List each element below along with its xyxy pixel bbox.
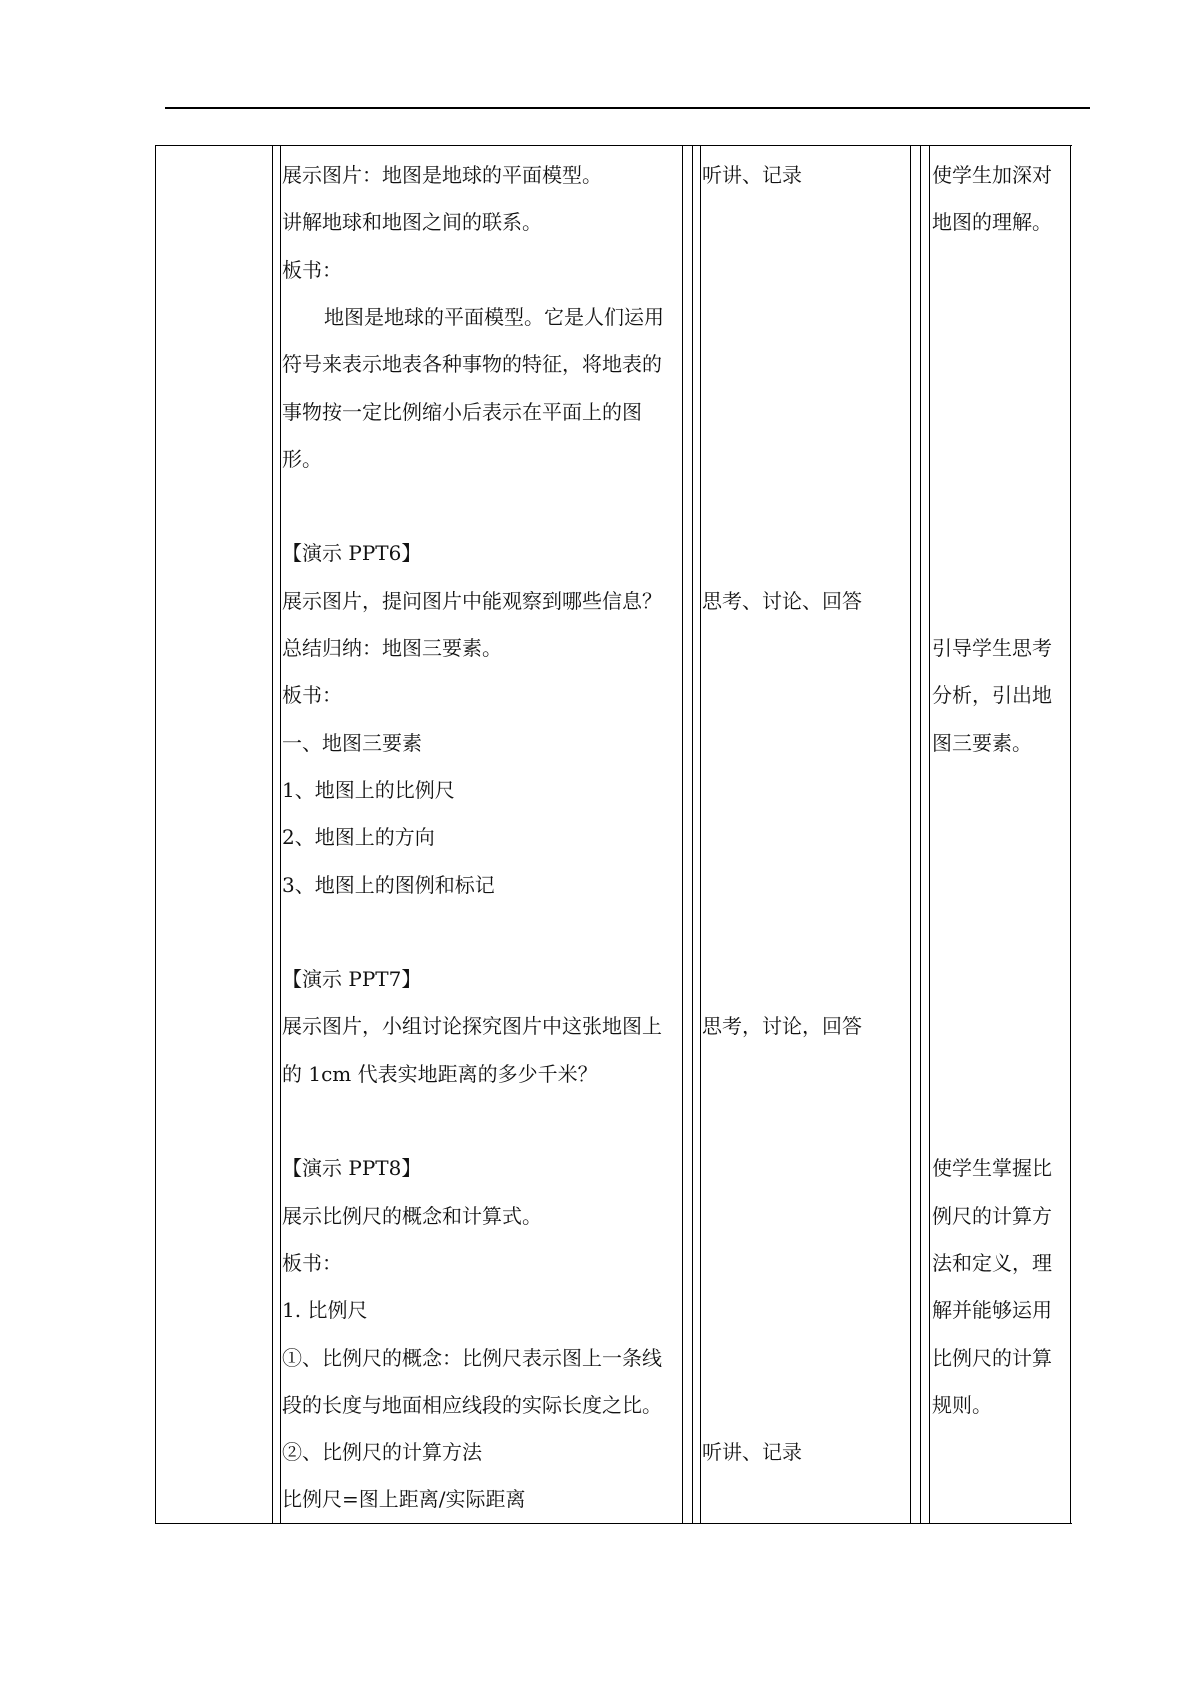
teaching-content-line: 事物按一定比例缩小后表示在平面上的图 <box>282 399 642 424</box>
column-divider <box>692 145 693 1523</box>
teaching-content-line: 板书： <box>282 683 342 708</box>
column-divider <box>682 145 683 1523</box>
design-intent-line: 比例尺的计算 <box>932 1345 1052 1370</box>
column-divider <box>280 145 281 1523</box>
teaching-content-line: 的 1cm 代表实地距离的多少千米？ <box>282 1061 598 1086</box>
teaching-content-line: 展示图片，小组讨论探究图片中这张地图上 <box>282 1014 662 1039</box>
teaching-content-line: 总结归纳：地图三要素。 <box>282 636 502 660</box>
student-activity-line: 思考，讨论，回答 <box>702 1014 862 1039</box>
teaching-content-line: 2、地图上的方向 <box>282 825 435 850</box>
teaching-content-line: 形。 <box>282 446 322 471</box>
header-rule <box>165 107 1090 109</box>
design-intent-line: 引导学生思考 <box>932 636 1052 660</box>
column-divider <box>920 145 921 1523</box>
design-intent-line: 法和定义，理 <box>932 1250 1052 1275</box>
teaching-content-line: 1. 比例尺 <box>282 1298 368 1323</box>
design-intent-line: 使学生掌握比 <box>932 1156 1052 1181</box>
student-activity-line: 思考、讨论、回答 <box>702 588 862 613</box>
teaching-content-line: 地图是地球的平面模型。它是人们运用 <box>324 304 664 329</box>
teaching-content-line: 【演示 PPT6】 <box>282 541 422 566</box>
table-border <box>155 145 156 1523</box>
design-intent-line: 规则。 <box>932 1392 992 1417</box>
student-activity-line: 听讲、记录 <box>702 163 802 187</box>
teaching-content-line: 比例尺=图上距离/实际距离 <box>282 1487 526 1512</box>
column-divider <box>929 145 930 1523</box>
design-intent-line: 例尺的计算方 <box>932 1203 1052 1228</box>
teaching-content-line: 段的长度与地面相应线段的实际长度之比。 <box>282 1392 662 1417</box>
design-intent-line: 地图的理解。 <box>932 210 1052 235</box>
column-divider <box>910 145 911 1523</box>
teaching-content-line: 【演示 PPT7】 <box>282 967 422 992</box>
teaching-content-line: ②、比例尺的计算方法 <box>282 1440 482 1465</box>
teaching-content-line: 讲解地球和地图之间的联系。 <box>282 210 542 235</box>
teaching-content-column <box>282 145 680 1523</box>
teaching-content-line: 展示图片：地图是地球的平面模型。 <box>282 163 602 187</box>
student-activity-line: 听讲、记录 <box>702 1440 802 1465</box>
student-activity-column <box>702 145 907 1523</box>
teaching-content-line: 1、地图上的比例尺 <box>282 777 455 802</box>
design-intent-line: 使学生加深对 <box>932 163 1052 187</box>
teaching-content-line: 展示比例尺的概念和计算式。 <box>282 1203 542 1228</box>
teaching-content-line: 展示图片，提问图片中能观察到哪些信息？ <box>282 588 662 613</box>
teaching-content-line: 【演示 PPT8】 <box>282 1156 422 1181</box>
teaching-content-line: 板书： <box>282 1250 342 1275</box>
design-intent-column <box>932 145 1067 1523</box>
teaching-content-line: 一、地图三要素 <box>282 730 422 755</box>
teaching-content-line: 板书： <box>282 257 342 282</box>
column-divider <box>272 145 273 1523</box>
teaching-content-line: ①、比例尺的概念：比例尺表示图上一条线 <box>282 1345 662 1370</box>
design-intent-line: 分析，引出地 <box>932 683 1052 708</box>
teaching-content-line: 3、地图上的图例和标记 <box>282 872 495 897</box>
design-intent-line: 解并能够运用 <box>932 1298 1052 1323</box>
design-intent-line: 图三要素。 <box>932 730 1032 755</box>
table-border <box>1070 145 1071 1523</box>
teaching-content-line: 符号来表示地表各种事物的特征，将地表的 <box>282 352 662 377</box>
column-divider <box>700 145 701 1523</box>
